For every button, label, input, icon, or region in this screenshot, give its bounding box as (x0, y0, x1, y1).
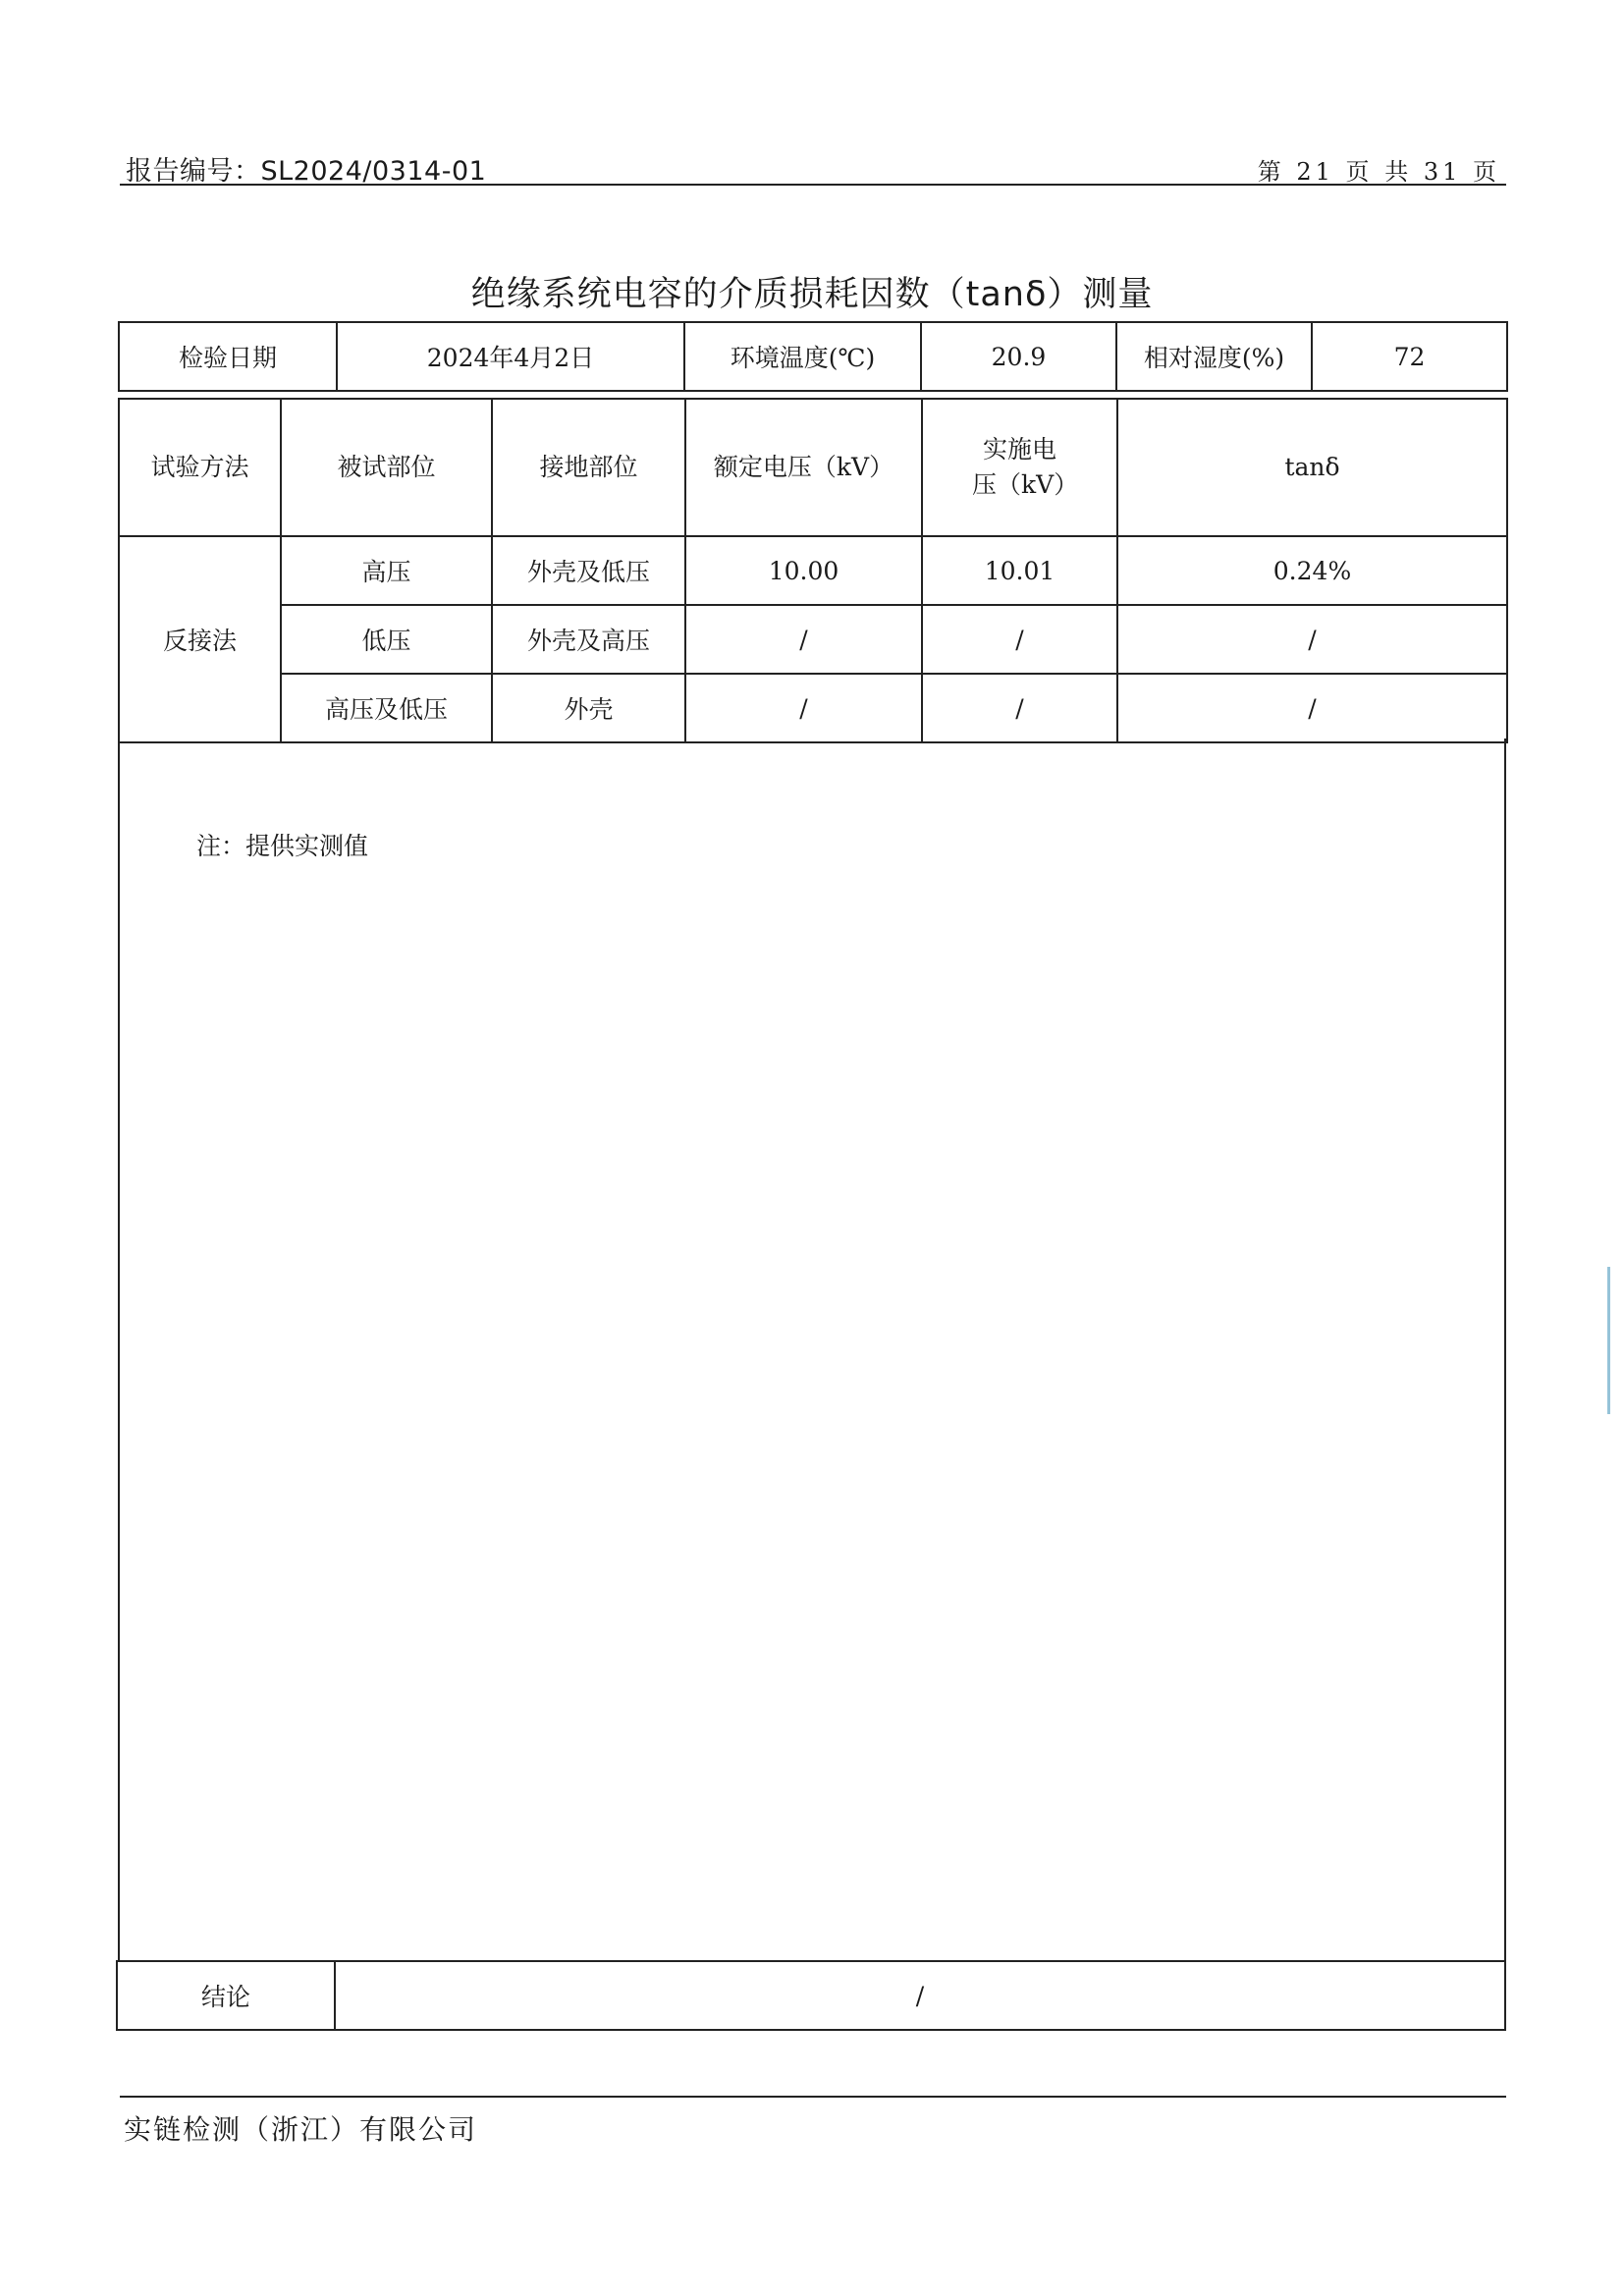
page-title: 绝缘系统电容的介质损耗因数（tanδ）测量 (470, 275, 1154, 314)
applied-voltage-cell: 10.01 (922, 536, 1117, 605)
tested-part-cell: 高压 (281, 536, 492, 605)
environment-table (118, 321, 1508, 392)
tan-delta-cell: / (1117, 605, 1507, 674)
date-label: 检验日期 (119, 322, 337, 391)
notes-area (118, 738, 1506, 1962)
humidity-value: 72 (1312, 322, 1507, 391)
header-tan-delta: tanδ (1117, 399, 1507, 536)
rated-voltage-cell: / (685, 605, 922, 674)
tested-part-cell: 低压 (281, 605, 492, 674)
note-text: 注：提供实测值 (196, 832, 369, 860)
scan-edge-mark (1607, 1267, 1614, 1414)
table-row (119, 605, 1507, 674)
page-indicator: 第 21 页 共 31 页 (1257, 158, 1500, 186)
ground-part-cell: 外壳及高压 (492, 605, 685, 674)
header-ground-part: 接地部位 (492, 399, 685, 536)
humidity-label: 相对湿度(%) (1116, 322, 1312, 391)
header-applied-voltage: 实施电压（kV） (922, 399, 1117, 536)
measurement-table (118, 398, 1508, 743)
header-rated-voltage: 额定电压（kV） (685, 399, 922, 536)
temperature-value: 20.9 (921, 322, 1116, 391)
header-divider (120, 184, 1506, 186)
date-value: 2024年4月2日 (337, 322, 684, 391)
conclusion-label: 结论 (117, 1961, 335, 2030)
footer-divider (120, 2096, 1506, 2098)
ground-part-cell: 外壳及低压 (492, 536, 685, 605)
header-tested-part: 被试部位 (281, 399, 492, 536)
temperature-label: 环境温度(℃) (684, 322, 921, 391)
tan-delta-cell: 0.24% (1117, 536, 1507, 605)
company-name: 实链检测（浙江）有限公司 (124, 2113, 478, 2146)
rated-voltage-cell: / (685, 674, 922, 742)
method-value: 反接法 (119, 536, 281, 742)
conclusion-value: / (335, 1961, 1505, 2030)
conclusion-table (116, 1960, 1506, 2031)
rated-voltage-cell: 10.00 (685, 536, 922, 605)
report-number: 报告编号：SL2024/0314-01 (126, 156, 487, 187)
ground-part-cell: 外壳 (492, 674, 685, 742)
header-method: 试验方法 (119, 399, 281, 536)
tested-part-cell: 高压及低压 (281, 674, 492, 742)
applied-voltage-cell: / (922, 605, 1117, 674)
applied-voltage-cell: / (922, 674, 1117, 742)
table-header-row (119, 399, 1507, 536)
table-row (119, 536, 1507, 605)
table-row (119, 674, 1507, 742)
tan-delta-cell: / (1117, 674, 1507, 742)
